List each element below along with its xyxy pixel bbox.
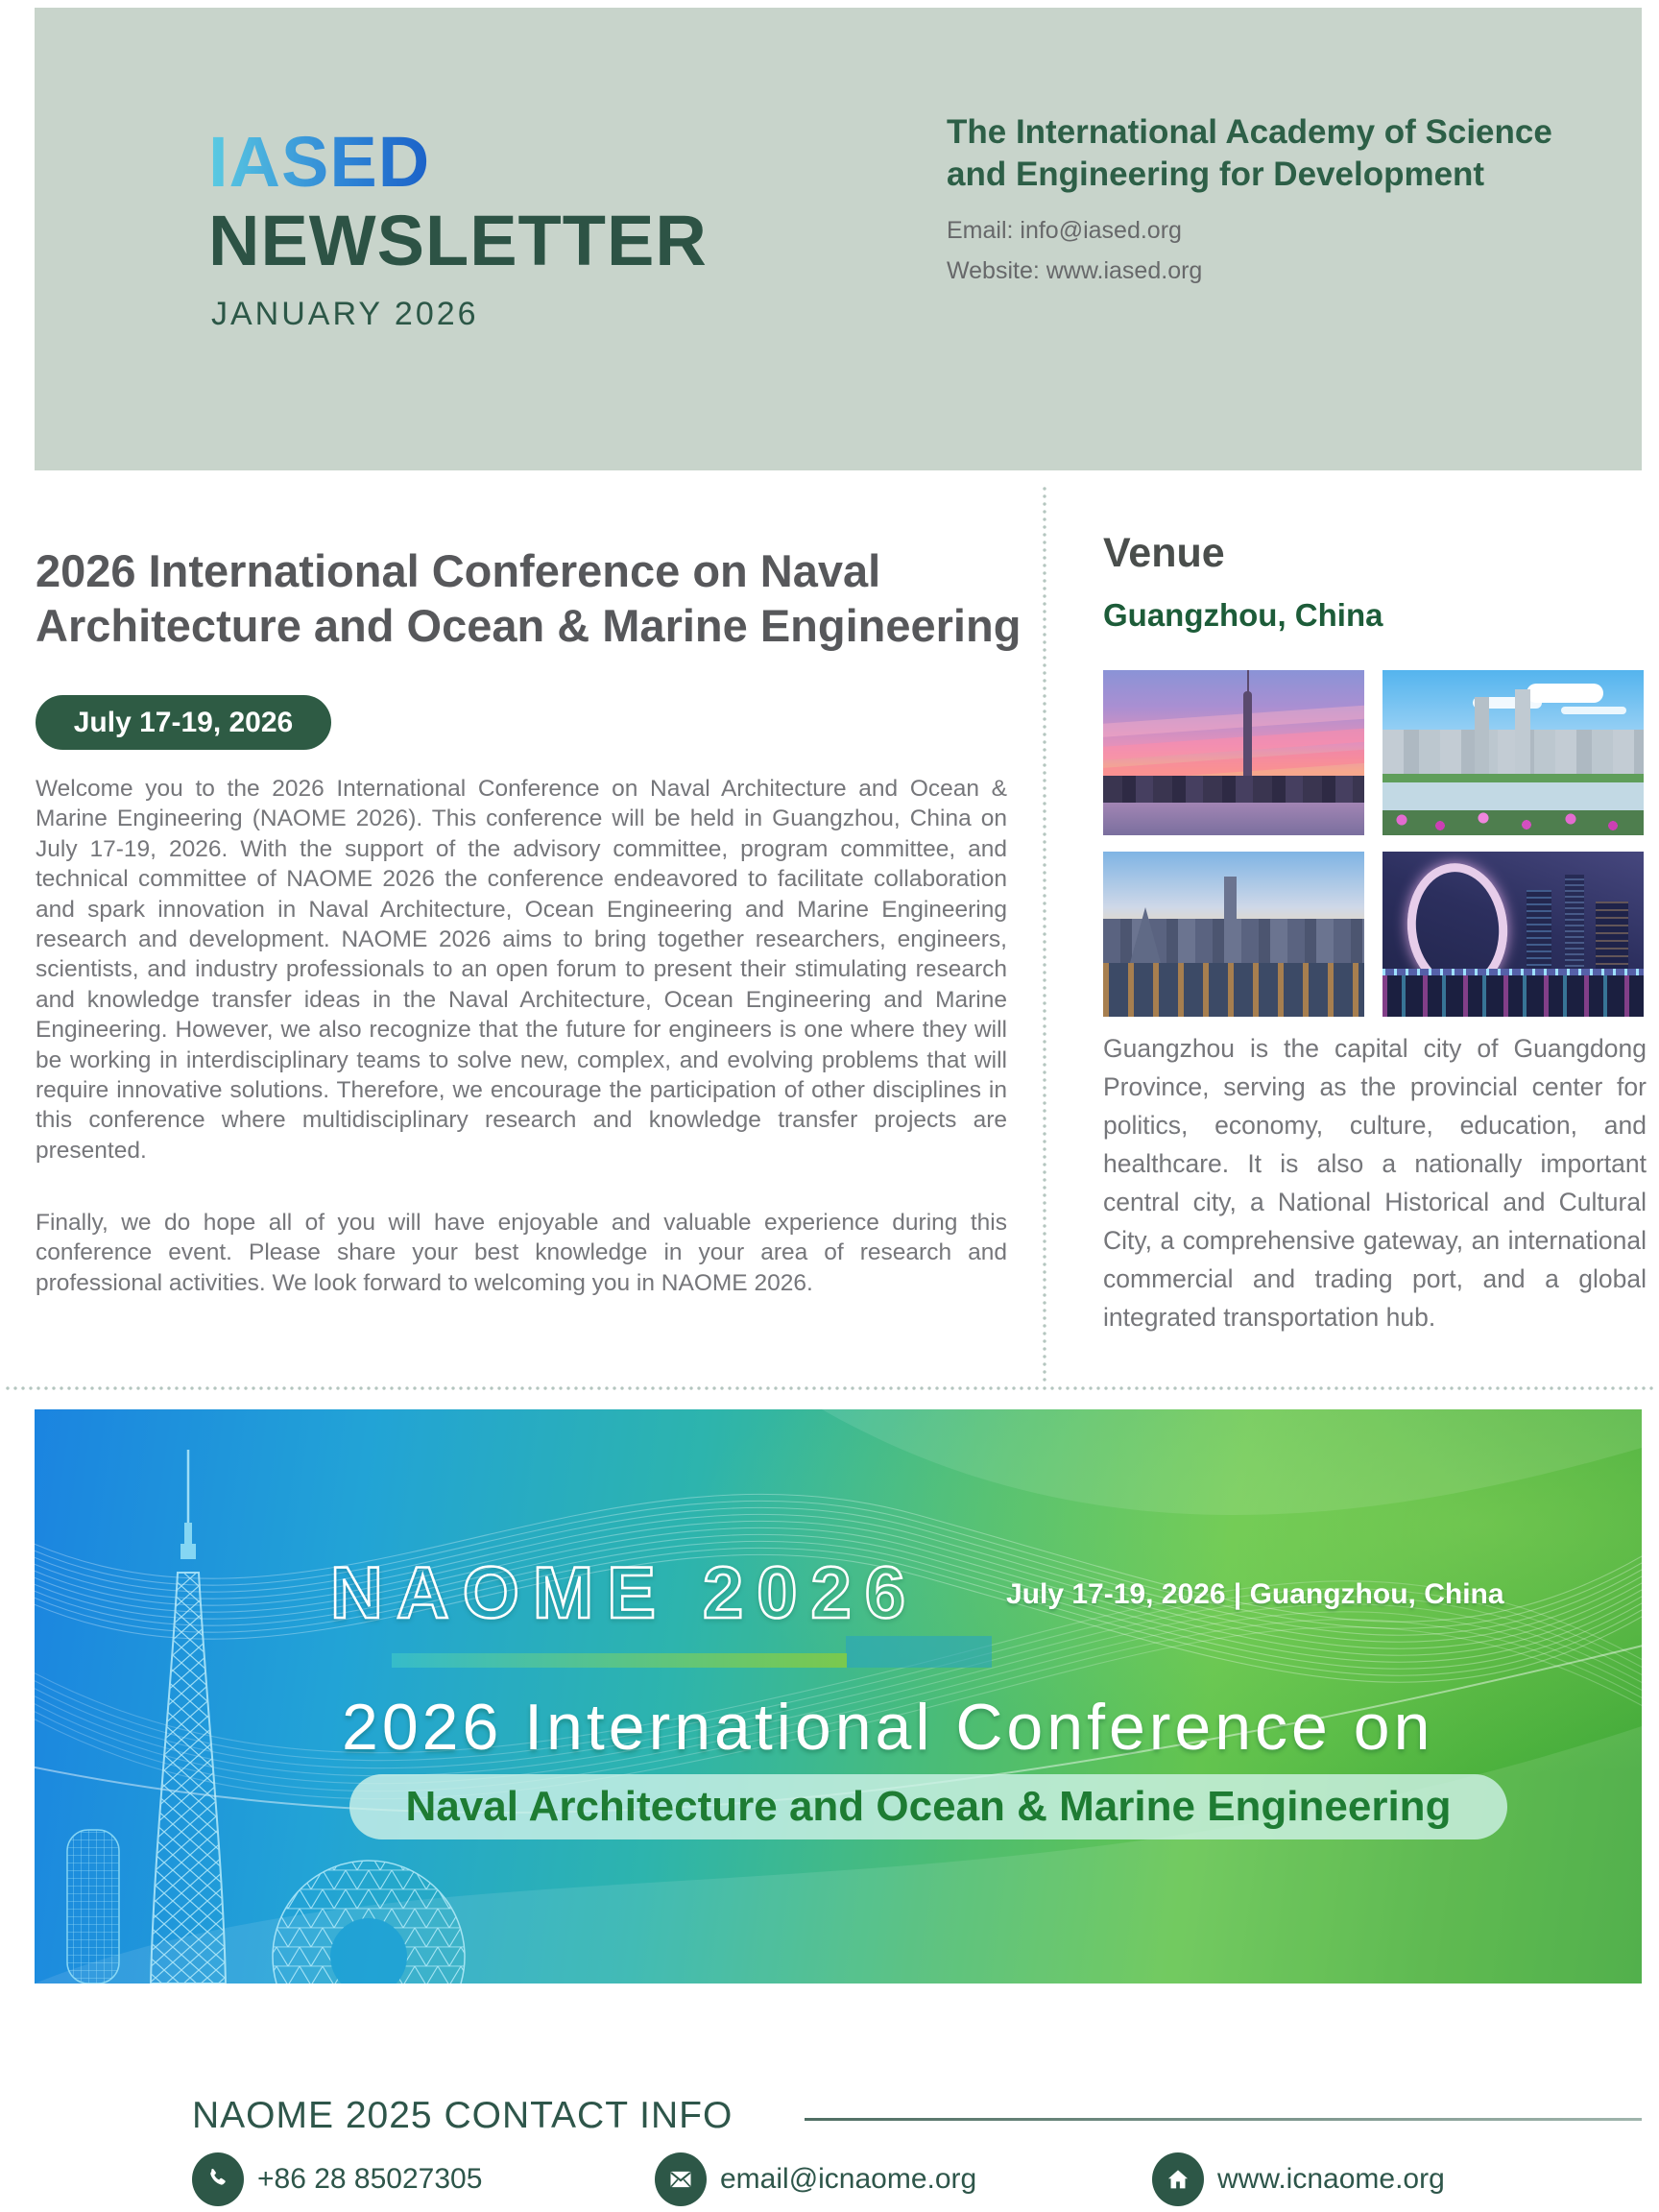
green-riverbank bbox=[1382, 774, 1644, 782]
email-contact bbox=[655, 2152, 976, 2206]
river-water bbox=[1382, 782, 1644, 812]
email-address: email@icnaome.org bbox=[720, 2163, 977, 2195]
article-paragraph-2: Finally, we do hope all of you will have enjoyable and valuable experience during this conference event. Please share your best knowledge in your area of research and professional activities. We look forward to welcoming you in NAOME 2026. bbox=[36, 1210, 1007, 1296]
night-river-reflections bbox=[1382, 975, 1644, 1017]
naome-2026-logo: NAOME 2026 bbox=[330, 1552, 920, 1634]
river-water bbox=[1103, 803, 1364, 835]
decorative-gradient-bar bbox=[392, 1653, 847, 1668]
conference-date-badge: July 17-19, 2026 bbox=[36, 695, 331, 750]
issue-date: JANUARY 2026 bbox=[211, 296, 479, 332]
organization-website: Website: www.iased.org bbox=[947, 257, 1203, 284]
section-dotted-divider bbox=[4, 1386, 1655, 1390]
bridge-deck-lights bbox=[1382, 969, 1644, 975]
canton-tower-sunset-photo bbox=[1103, 670, 1364, 835]
organization-block bbox=[947, 111, 1552, 285]
venue-city: Guangzhou, China bbox=[1103, 597, 1383, 633]
canton-tower-wireframe bbox=[151, 1450, 226, 1984]
skyline-buildings bbox=[1382, 730, 1644, 776]
home-icon bbox=[1152, 2152, 1204, 2206]
night-building bbox=[1596, 902, 1628, 973]
contact-info-heading: NAOME 2025 CONTACT INFO bbox=[192, 2095, 733, 2136]
phone-number: +86 28 85027305 bbox=[257, 2163, 483, 2195]
city-skyline-flowers-photo bbox=[1382, 670, 1644, 835]
clouds bbox=[1527, 684, 1603, 703]
organization-email: Email: info@iased.org bbox=[947, 217, 1182, 244]
bridge-pylon bbox=[1130, 907, 1161, 963]
venue-heading: Venue bbox=[1103, 530, 1225, 576]
website-contact bbox=[1152, 2152, 1445, 2206]
night-building bbox=[1527, 890, 1551, 973]
banner-subtitle-pill: Naval Architecture and Ocean & Marine Engineering bbox=[349, 1774, 1507, 1839]
dusk-skyline-bridge-photo bbox=[1103, 852, 1364, 1017]
organization-name-line1: The International Academy of Science bbox=[947, 113, 1552, 151]
tower-wireframe bbox=[67, 1830, 119, 1984]
phone-icon bbox=[192, 2152, 244, 2206]
column-dotted-divider bbox=[1043, 485, 1046, 1385]
article-paragraph-1: Welcome you to the 2026 International Conference on Naval Architecture and Ocean & Marine Engineering (NAOME 2026). This conference will be held in Guangzhou, China on July 17-19, 2026. With the support of the advisory committee, program committee, and technical committee of NAOME 2026 the conference endeavored to facilitate collaboration and spark innovation in Naval Architecture, Ocean Engineering and Marine Engineering research and development. NAOME 2026 aims to bring together researchers, engineers, scientists, and industry professionals to an open forum to present their stimulating research and knowledge transfer ideas in the Naval Architecture, Ocean Engineering and Marine Engineering. However, we also recognize that the future for engineers is one where they will be working in interdisciplinary teams to solve new, complex, and evolving problems that will require innovative solutions. Therefore, we encourage the participation of other disciplines in this conference where multidisciplinary research and knowledge transfer projects are presented. bbox=[36, 776, 1007, 1164]
night-building bbox=[1565, 875, 1584, 973]
skyscraper bbox=[1515, 689, 1530, 776]
river-reflections bbox=[1103, 963, 1364, 1017]
pink-flowers bbox=[1382, 810, 1644, 835]
city-silhouette bbox=[1103, 776, 1364, 803]
iased-logo-text: IASED bbox=[208, 122, 431, 202]
envelope-icon bbox=[655, 2152, 707, 2206]
banner-date-location: July 17-19, 2026 | Guangzhou, China bbox=[1006, 1578, 1504, 1610]
conference-banner bbox=[35, 1409, 1642, 1984]
skyscraper bbox=[1224, 877, 1237, 963]
decorative-bar bbox=[846, 1636, 992, 1668]
venue-description: Guangzhou is the capital city of Guangdong Province, serving as the provincial center for politics, economy, culture, education, and healthcare. It is also a nationally important central city, a National Historical and Cultural City, a comprehensive gateway, an international commercial and trading port, and a global integrated transportation hub. bbox=[1103, 1034, 1647, 1332]
newsletter-header bbox=[35, 8, 1642, 470]
circle-building-wireframe bbox=[273, 1861, 465, 1984]
newsletter-wordmark: NEWSLETTER bbox=[208, 201, 708, 280]
website-address: www.icnaome.org bbox=[1217, 2163, 1445, 2195]
article-title: 2026 International Conference on Naval Architecture and Ocean & Marine Engineering bbox=[36, 545, 1022, 651]
organization-name-line2: and Engineering for Development bbox=[947, 156, 1485, 193]
liede-bridge-night-photo bbox=[1382, 852, 1644, 1017]
banner-conference-title: 2026 International Conference on bbox=[342, 1691, 1434, 1764]
skyscraper bbox=[1475, 697, 1489, 776]
sunset-clouds bbox=[1103, 728, 1364, 761]
heading-rule bbox=[805, 2118, 1642, 2121]
canton-tower-silhouette bbox=[1243, 691, 1252, 783]
phone-contact bbox=[192, 2152, 482, 2206]
